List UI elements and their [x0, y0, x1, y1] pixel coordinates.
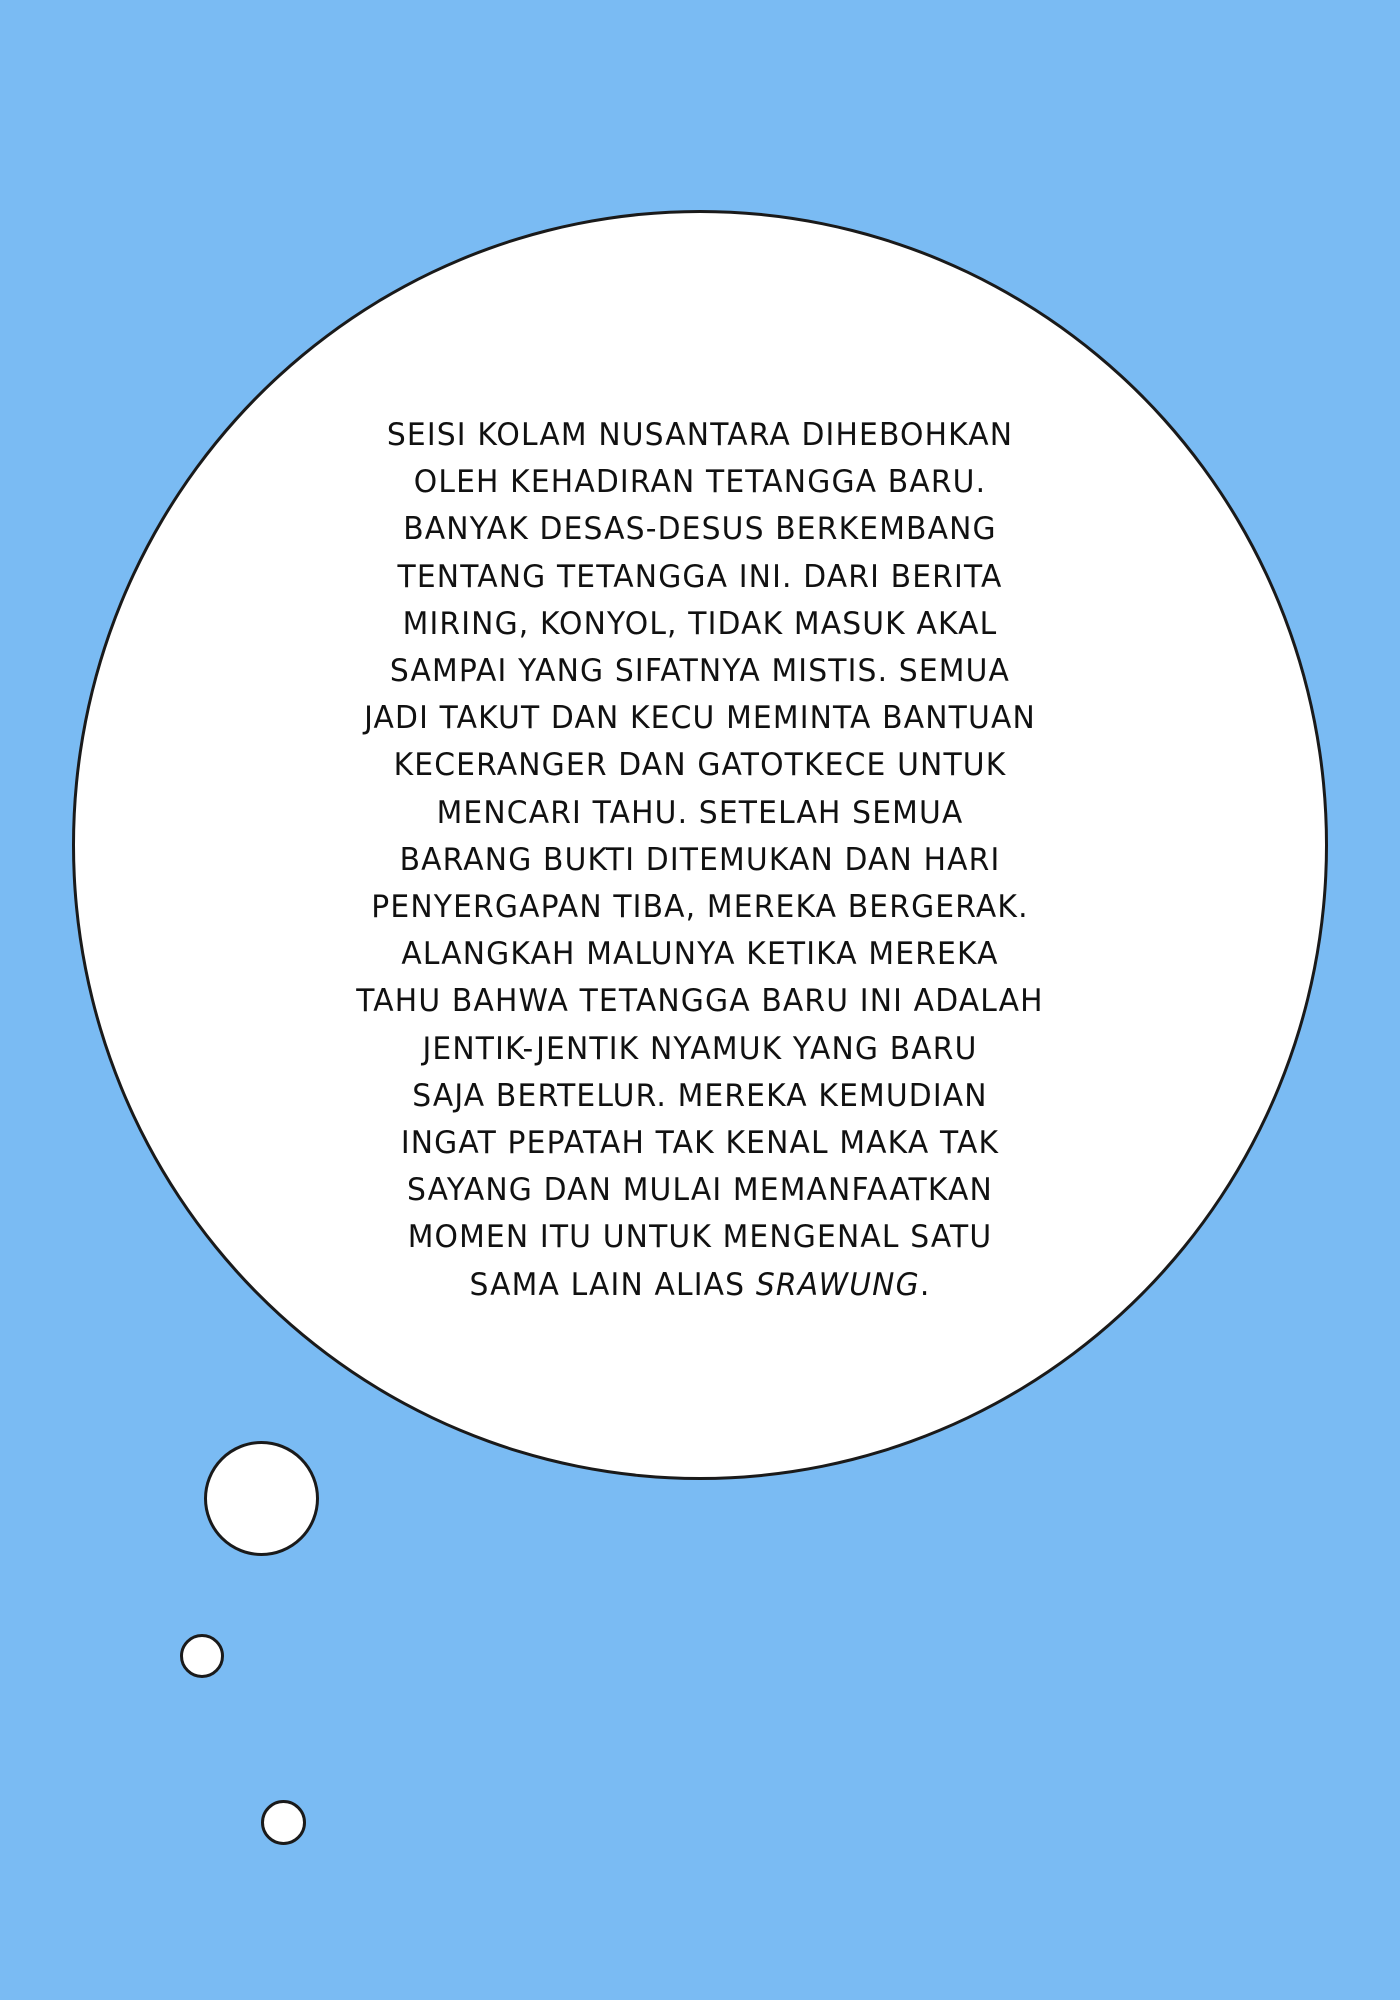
- story-line: TAHU BAHWA TETANGGA BARU INI ADALAH: [356, 983, 1044, 1020]
- story-line: SAJA BERTELUR. MEREKA KEMUDIAN: [412, 1077, 988, 1114]
- story-text: [268, 412, 1132, 1309]
- story-line: BARANG BUKTI DITEMUKAN DAN HARI: [399, 841, 1001, 878]
- story-line: MIRING, KONYOL, TIDAK MASUK AKAL: [402, 605, 998, 642]
- story-line: ALANGKAH MALUNYA KETIKA MEREKA: [401, 936, 999, 973]
- thought-bubble-tail-large: [204, 1441, 319, 1556]
- story-line: JADI TAKUT DAN KECU MEMINTA BANTUAN: [364, 700, 1036, 737]
- story-line: OLEH KEHADIRAN TETANGGA BARU.: [413, 464, 987, 501]
- story-line: MENCARI TAHU. SETELAH SEMUA: [436, 794, 964, 831]
- story-line: KECERANGER DAN GATOTKECE UNTUK: [393, 747, 1007, 784]
- story-line: SAYANG DAN MULAI MEMANFAATKAN: [407, 1172, 993, 1209]
- story-line: TENTANG TETANGGA INI. DARI BERITA: [397, 558, 1003, 595]
- story-line: INGAT PEPATAH TAK KENAL MAKA TAK: [400, 1125, 1000, 1162]
- thought-bubble-tail-medium: [180, 1634, 224, 1678]
- story-line: JENTIK-JENTIK NYAMUK YANG BARU: [422, 1030, 978, 1067]
- story-line: BANYAK DESAS-DESUS BERKEMBANG: [403, 511, 997, 548]
- story-line-final: [268, 1262, 1132, 1309]
- final-line-prefix: SAMA LAIN ALIAS: [469, 1266, 756, 1303]
- story-line: SEISI KOLAM NUSANTARA DIHEBOHKAN: [386, 417, 1014, 453]
- final-line-suffix: .: [919, 1266, 931, 1303]
- thought-bubble-tail-small: [261, 1800, 306, 1845]
- story-line: MOMEN ITU UNTUK MENGENAL SATU: [407, 1219, 993, 1256]
- story-line: SAMPAI YANG SIFATNYA MISTIS. SEMUA: [389, 653, 1011, 690]
- srawung-emphasis: SRAWUNG: [755, 1266, 920, 1303]
- story-line: PENYERGAPAN TIBA, MEREKA BERGERAK.: [371, 889, 1029, 926]
